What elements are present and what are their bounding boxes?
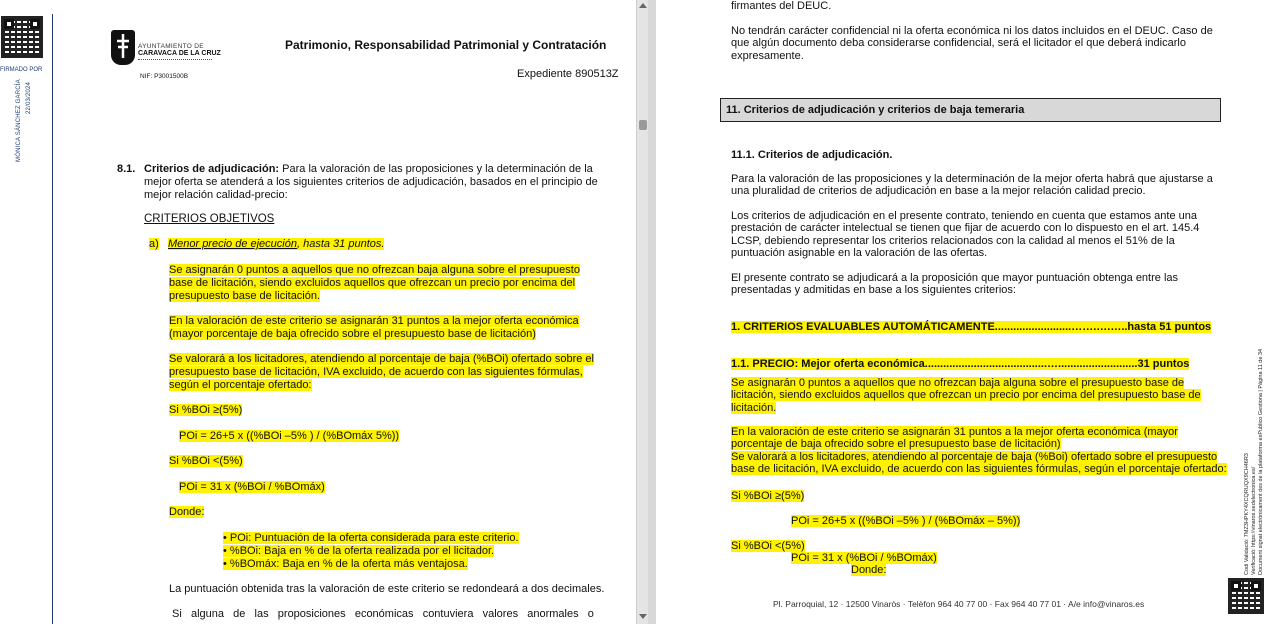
logo-text-line1: AYUNTAMIENTO DE [138, 43, 204, 50]
item-a-line [149, 238, 384, 251]
right-highlight-2 [731, 426, 1227, 476]
section-intro-line3: mejor relación calidad-precio: [144, 189, 288, 201]
confidentiality-line2: que algún documento deba considerarse confidencial, será el licitador el que deberá indicarlo [731, 37, 1186, 50]
formula-1 [179, 430, 399, 443]
right-donde-label [851, 564, 886, 576]
para1-line1: Para la valoración de las proposiciones y la determinación de la mejor oferta habrá que ajustarse a [731, 173, 1213, 185]
section-intro-line1: Para la valoración de las proposiciones y la determinación de la [282, 163, 593, 175]
paragraph-2 [169, 315, 579, 341]
donde-text: Donde: [169, 506, 205, 518]
subsection-11-1-title: 11.1. Criterios de adjudicación. [731, 149, 893, 161]
p1-line2: base de licitación, siendo excluidos aquellos que ofrezcan un precio por encima del [169, 277, 576, 289]
signature-strip-border [52, 14, 53, 624]
item-a-marker: a) [149, 238, 159, 250]
right-qr-code [1228, 578, 1264, 614]
right-condition-1 [731, 490, 804, 502]
confidentiality-line1: No tendrán carácter confidencial ni la oferta económica ni los datos incluidos en el DEUC. Caso de [731, 25, 1213, 37]
p2-line1: En la valoración de este criterio se asignarán 31 puntos a la mejor oferta económica [169, 315, 579, 327]
hl2-line3: Se valorará a los licitadores, atendiendo al porcentaje de baja (%Boi) ofertado sobre el presupuesto [731, 450, 1218, 463]
logo-underline [138, 59, 212, 60]
p1-line3: presupuesto base de licitación. [169, 290, 321, 302]
condition-2 [169, 455, 243, 468]
right-condition-2 [731, 540, 805, 552]
objective-criteria-heading: CRITERIOS OBJETIVOS [144, 213, 275, 225]
criteria-1-heading [731, 321, 1211, 333]
confidentiality-paragraph [731, 25, 1219, 62]
nif-text: NIF: P3001500B [140, 73, 189, 80]
p3-line1: Se valorará a los licitadores, atendiendo al porcentaje de baja (%BOi) ofertado sobre el [169, 353, 594, 365]
right-donde-text: Donde: [851, 564, 887, 576]
logo-text-line2: CARAVACA DE LA CRUZ [138, 50, 221, 57]
expediente-number: Expediente 890513Z [517, 68, 619, 80]
right-formula-2-text: POi = 31 x (%BOi / %BOmáx) [791, 552, 937, 564]
p3-line2: presupuesto base de licitación, IVA excluido, de acuerdo con las siguientes fórmulas, [169, 366, 583, 378]
para3-line1: El presente contrato se adjudicará a la proposición que mayor puntuación obtenga entre las [731, 272, 1179, 284]
right-paragraph-3 [731, 272, 1219, 297]
p1-line1: Se asignarán 0 puntos a aquellos que no ofrezcan baja alguna sobre el presupuesto [169, 264, 580, 276]
right-paragraph-2 [731, 210, 1219, 260]
hl2-line2: porcentaje de baja ofrecido sobre el presupuesto base de licitación) [731, 438, 1061, 451]
formula-2 [179, 481, 325, 494]
right-condition-1-text: Si %BOi ≥(5%) [731, 490, 805, 502]
para3-line2: presentadas y admitidas en base a los siguientes criterios: [731, 284, 1016, 297]
section-number: 8.1. [117, 163, 136, 175]
pane-divider[interactable] [648, 0, 656, 624]
hl1-line2: licitación, siendo excluidos aquellos que ofrezcan un precio por encima del presupuesto base de [731, 389, 1201, 402]
signed-by-label: FIRMADO POR [0, 67, 43, 73]
hl1-line1: Se asignarán 0 puntos a aquellos que no ofrezcan baja alguna sobre el presupuesto base de [731, 377, 1185, 389]
page-footer-address: Pl. Parroquial, 12 · 12500 Vinaròs · Telèfon 964 40 77 00 · Fax 964 40 77 01 · A/e info@vinaros.es [773, 599, 1145, 609]
hl2-line1: En la valoración de este criterio se asignarán 31 puntos a la mejor oferta económica (mayor [731, 426, 1178, 438]
right-document-page [656, 0, 1280, 624]
para2-line1: Los criterios de adjudicación en el presente contrato, teniendo en cuenta que estamos ante una [731, 210, 1197, 222]
validation-code: Codi Validació: 7MZ3HPKY4XCQRUQX9CH46R3 [1244, 453, 1250, 575]
definitions-list [223, 532, 519, 571]
p3-line3: según el porcentaje ofertado: [169, 379, 312, 391]
department-title: Patrimonio, Responsabilidad Patrimonial y Contratación [285, 38, 607, 52]
section-intro-line2: mejor oferta se atenderá a los siguientes criterios de adjudicación, basados en el principio de [144, 176, 598, 188]
definition-poi: • POi: Puntuación de la oferta considerada para este criterio. [223, 532, 519, 544]
criteria-1-1-text: 1.1. PRECIO: Mejor oferta económica........................................…..........................31 puntos [731, 358, 1190, 370]
criteria-1-text: 1. CRITERIOS EVALUABLES AUTOMÁTICAMENTE.........................…….….…..hasta 51 puntos [731, 321, 1212, 333]
rounding-note: La puntuación obtenida tras la valoración de este criterio se redondeará a dos decimales. [169, 583, 605, 595]
left-document-page [0, 0, 636, 624]
condition-2-text: Si %BOi <(5%) [169, 455, 243, 467]
right-highlight-1 [731, 377, 1201, 414]
paragraph-1 [169, 264, 580, 303]
scroll-down-arrow-icon[interactable] [639, 614, 647, 619]
signer-name: MÓNICA SÁNCHEZ GARCÍA [16, 79, 22, 162]
donde-label [169, 506, 204, 519]
scrollbar-thumb[interactable] [639, 120, 647, 130]
caravaca-crest-logo [111, 30, 135, 65]
item-a-rest: , hasta 31 puntos. [296, 238, 385, 250]
para2-line4: puntuación asignable en la valoración de las ofertas. [731, 247, 988, 260]
right-formula-1 [791, 515, 1020, 527]
para2-line3: LCSP, debiendo representar los criterios relacionados con la calidad al menos el 51% de la [731, 234, 1175, 247]
section-title-bold: Criterios de adjudicación: [144, 163, 280, 175]
right-paragraph-1 [731, 173, 1219, 198]
right-formula-2 [791, 552, 937, 564]
scroll-up-arrow-icon[interactable] [639, 3, 647, 8]
formula-2-text: POi = 31 x (%BOi / %BOmáx) [179, 481, 325, 493]
section-title [144, 163, 593, 176]
paragraph-3 [169, 353, 594, 392]
formula-1-text: POi = 26+5 x ((%BOi –5% ) / (%BOmáx 5%)) [179, 430, 400, 442]
p2-line2: (mayor porcentaje de baja ofrecido sobre el presupuesto base de licitación) [169, 328, 536, 340]
hl2-line4: base de licitación, IVA excluido, de acuerdo con las siguientes fórmulas, según el porcentaje ofertado: [731, 463, 1227, 476]
signed-date: 22/03/2024 [26, 81, 32, 114]
deuc-signers-line: firmantes del DEUC. [731, 0, 832, 12]
definition-bomax: • %BOmáx: Baja en % de la oferta más ventajosa. [223, 558, 468, 570]
condition-1 [169, 404, 242, 417]
esign-page-info: Document signat electrònicament des de la plataforma esPublico Gestiona | Pàgina 11 de 34 [1258, 348, 1264, 575]
item-a-title: Menor precio de ejecución [167, 238, 297, 250]
para2-line2: prestación de carácter intelectual se tienen que fijar de acuerdo con lo dispuesto en el art. 145.4 [731, 222, 1200, 235]
para1-line2: una pluralidad de criterios de adjudicación en base a la mejor relación calidad precio. [731, 185, 1146, 198]
left-qr-code [1, 16, 43, 58]
condition-1-text: Si %BOi ≥(5%) [169, 404, 243, 416]
verification-url: Verificació: https://vinaros.sedelectronica.es/ [1251, 466, 1257, 575]
confidentiality-line3: expresamente. [731, 49, 804, 62]
right-condition-2-text: Si %BOi <(5%) [731, 540, 805, 552]
criteria-1-1-heading [731, 358, 1189, 370]
hl1-line3: licitación. [731, 401, 777, 414]
anomalous-values-line: Si alguna de las proposiciones económicas contuviera valores anormales o [172, 608, 594, 620]
right-formula-1-text: POi = 26+5 x ((%BOi –5% ) / (%BOmáx – 5%)) [791, 515, 1021, 527]
definition-boi: • %BOi: Baja en % de la oferta realizada por el licitador. [223, 545, 495, 557]
section-11-title: 11. Criterios de adjudicación y criterios de baja temeraria [720, 98, 1221, 122]
